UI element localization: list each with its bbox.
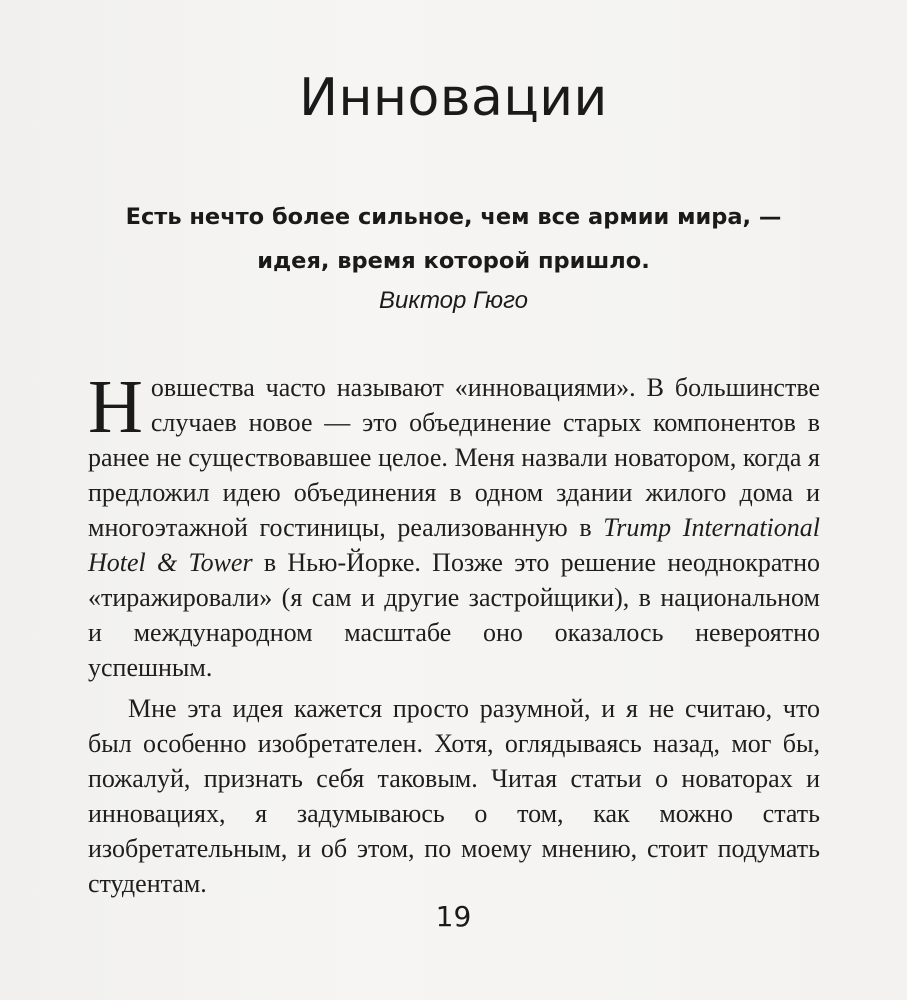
- paragraph-1-emphasis: Trump International Hotel & Tower: [88, 513, 820, 577]
- epigraph-author: Виктор Гюго: [379, 287, 528, 314]
- epigraph-line-2: идея, время которой пришло.: [257, 248, 650, 274]
- epigraph-line-1: Есть нечто более сильное, чем все армии мира, —: [125, 204, 782, 230]
- paragraph-1-text-a: овшества часто называют «инновациями». В большинстве случаев новое — это объединение старых компонентов в ранее не существовавшее целое. Меня назвали новатором, когда я предложил идею объединения в одном здании жилого дома и многоэтажной гостиницы, реализованную в: [88, 373, 820, 542]
- paragraph-2: Мне эта идея кажется просто разумной, и я не считаю, что был особенно изобретателен. Хотя, оглядываясь назад, мог бы, пожалуй, признать себя таковым. Читая статьи о новаторах и инновациях, я задумываюсь о том, как можно стать изобретательным, и об этом, по моему мнению, стоит подумать студентам.: [88, 694, 820, 898]
- paragraph-1-text-b: в Нью-Йорке. Позже это решение неоднократно «тиражировали» (я сам и другие застройщики), в национальном и международном масштабе оно оказалось невероятно успешным.: [88, 548, 820, 682]
- drop-cap: Н: [88, 365, 143, 449]
- body-text: [88, 365, 820, 901]
- epigraph: [60, 195, 847, 319]
- chapter-title: Инновации: [299, 68, 608, 128]
- paragraph-1: [88, 365, 820, 685]
- page-number: 19: [435, 900, 472, 933]
